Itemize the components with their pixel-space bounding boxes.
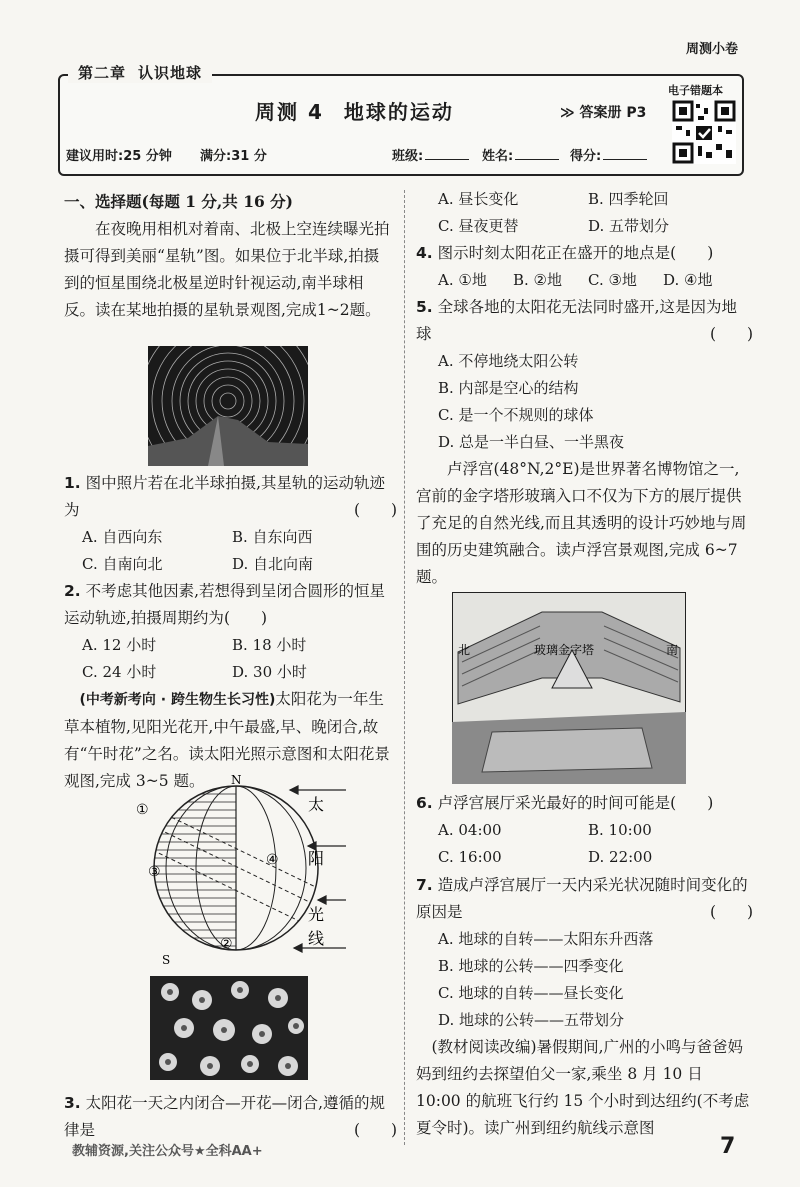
qr-code-icon[interactable] xyxy=(672,100,736,164)
question-3 xyxy=(64,1090,398,1144)
q1-answer-paren[interactable]: ( ) xyxy=(354,501,398,519)
intro4-text: 暑假期间,广州的小鸣与爸爸妈妈到纽约去探望伯父一家,乘坐 8 月 10 日 10:00 的航班飞行约 15 个小时到达纽约(不考虑夏令时)。读广州到纽约航线示意图 xyxy=(416,1038,750,1137)
name-label: 姓名: xyxy=(482,149,514,164)
q3-option-d[interactable]: D. 五带划分 xyxy=(588,217,670,235)
louvre-pyramid-label: 玻璃金字塔 xyxy=(534,643,595,657)
series-label: 周测小卷 xyxy=(685,42,738,57)
q2-option-c[interactable]: C. 24 小时 xyxy=(82,663,157,681)
q6-option-c[interactable]: C. 16:00 xyxy=(438,848,502,866)
q1-text: 图中照片若在北半球拍摄,其星轨的运动轨迹为 xyxy=(64,474,386,519)
class-field[interactable] xyxy=(392,145,469,164)
suggested-time: 建议用时:25 分钟 xyxy=(66,149,172,164)
q7-answer-paren[interactable]: ( ) xyxy=(710,903,754,921)
q4-option-a[interactable]: A. ①地 xyxy=(438,271,487,289)
chapter-heading xyxy=(68,62,212,83)
q6-text: 卢浮宫展厅采光最好的时间可能是 xyxy=(437,794,671,812)
q5-option-b[interactable]: B. 内部是空心的结构 xyxy=(438,379,579,397)
test-number: 周测 4 xyxy=(255,100,324,124)
q3-option-b[interactable]: B. 四季轮回 xyxy=(588,190,669,208)
test-title xyxy=(255,96,454,125)
q4-text: 图示时刻太阳花正在盛开的地点是 xyxy=(437,244,671,262)
diagram-north-label: N xyxy=(231,773,242,787)
class-label: 班级: xyxy=(392,149,424,164)
q6-number: 6. xyxy=(416,794,433,812)
q2-text: 不考虑其他因素,若想得到呈闭合圆形的恒星运动轨迹,拍摄周期约为 xyxy=(64,582,386,627)
q4-option-d[interactable]: D. ④地 xyxy=(663,271,713,289)
q7-number: 7. xyxy=(416,876,433,894)
chapter-number: 第二章 xyxy=(78,64,127,82)
louvre-photo xyxy=(452,592,686,784)
q6-option-b[interactable]: B. 10:00 xyxy=(588,821,652,839)
q2-option-d[interactable]: D. 30 小时 xyxy=(232,663,307,681)
intro-star-trails: 在夜晚用相机对着南、北极上空连续曝光拍摄可得到美丽“星轨”图。如果位于北半球,拍摄到的恒星围绕北极星逆时针视运动,南半球相反。读在某地拍摄的星轨景观图,完成1~2题。 xyxy=(64,220,390,319)
page-number: 7 xyxy=(720,1134,736,1159)
question-2 xyxy=(64,578,394,686)
q6-option-a[interactable]: A. 04:00 xyxy=(438,821,502,839)
q4-answer-paren[interactable]: ( ) xyxy=(670,244,714,262)
question-6 xyxy=(416,790,750,871)
diagram-mark-3: ③ xyxy=(148,864,161,880)
test-topic: 地球的运动 xyxy=(343,100,454,124)
q2-answer-paren[interactable]: ( ) xyxy=(223,609,268,627)
q7-option-b[interactable]: B. 地球的公转——四季变化 xyxy=(438,957,624,975)
sunlight-diagram xyxy=(110,772,350,972)
q7-option-c[interactable]: C. 地球的自转——昼长变化 xyxy=(438,984,624,1002)
score-field[interactable] xyxy=(570,145,647,164)
footer-note: 教辅资源,关注公众号★全科AA+ xyxy=(72,1144,263,1159)
q5-text: 全球各地的太阳花无法同时盛开,这是因为地球 xyxy=(416,298,738,343)
sun-flower-photo xyxy=(150,976,308,1080)
q1-number: 1. xyxy=(64,474,81,492)
q5-option-c[interactable]: C. 是一个不规则的球体 xyxy=(438,406,594,424)
q5-number: 5. xyxy=(416,298,433,316)
q3-number: 3. xyxy=(64,1094,81,1112)
q1-option-a[interactable]: A. 自西向东 xyxy=(82,528,163,546)
q1-option-d[interactable]: D. 自北向南 xyxy=(232,555,314,573)
sun-label-3: 光 xyxy=(308,905,325,924)
column-divider xyxy=(404,190,405,1145)
question-4 xyxy=(416,240,750,294)
ebook-label: 电子错题本 xyxy=(668,84,723,97)
q4-option-c[interactable]: C. ③地 xyxy=(588,271,637,289)
name-field[interactable] xyxy=(482,145,559,164)
diagram-mark-2: ② xyxy=(220,936,233,952)
q4-option-b[interactable]: B. ②地 xyxy=(513,271,563,289)
question-1 xyxy=(64,470,398,578)
diagram-mark-1: ① xyxy=(136,802,149,818)
q7-option-d[interactable]: D. 地球的公转——五带划分 xyxy=(438,1011,625,1029)
q3-text: 太阳花一天之内闭合—开花—闭合,遵循的规律是 xyxy=(64,1094,386,1139)
intro2-text: 太阳花为一年生草本植物,见阳光花开,中午最盛,早、晚闭合,故有“午时花”之名。读太阳光照示意图和太阳花景观图,完成 3~5 题。 xyxy=(64,690,390,790)
chapter-title: 认识地球 xyxy=(138,64,203,82)
q5-option-a[interactable]: A. 不停地绕太阳公转 xyxy=(438,352,579,370)
louvre-north-label: 北 xyxy=(458,643,471,657)
sun-label-1: 太 xyxy=(308,795,325,814)
q5-option-d[interactable]: D. 总是一半白昼、一半黑夜 xyxy=(438,433,625,451)
q1-option-c[interactable]: C. 自南向北 xyxy=(82,555,163,573)
q7-option-a[interactable]: A. 地球的自转——太阳东升西落 xyxy=(438,930,654,948)
intro-flight xyxy=(416,1034,750,1142)
q3-option-c[interactable]: C. 昼夜更替 xyxy=(438,217,519,235)
full-score: 满分:31 分 xyxy=(200,149,267,164)
q5-answer-paren[interactable]: ( ) xyxy=(710,325,754,343)
intro-louvre: 卢浮宫(48°N,2°E)是世界著名博物馆之一,宫前的金字塔形玻璃入口不仅为下方的展厅提供了充足的自然光线,而且其透明的设计巧妙地与周围的历史建筑融合。读卢浮宫景观图,完成 6~7 题。 xyxy=(416,460,747,586)
q2-number: 2. xyxy=(64,582,81,600)
sun-label-4: 线 xyxy=(308,929,325,948)
q7-text: 造成卢浮宫展厅一天内采光状况随时间变化的原因是 xyxy=(416,876,748,921)
question-7 xyxy=(416,872,754,1034)
section-title: 一、选择题(每题 1 分,共 16 分) xyxy=(64,192,294,211)
star-trail-photo xyxy=(148,346,308,466)
louvre-south-label: 南 xyxy=(666,643,679,657)
q1-option-b[interactable]: B. 自东向西 xyxy=(232,528,313,546)
q3-option-a[interactable]: A. 昼长变化 xyxy=(438,190,519,208)
question-5 xyxy=(416,294,754,456)
answer-reference: ≫ 答案册 P3 xyxy=(560,105,647,121)
q2-option-b[interactable]: B. 18 小时 xyxy=(232,636,307,654)
q4-number: 4. xyxy=(416,244,433,262)
score-label: 得分: xyxy=(570,149,602,164)
q3-options xyxy=(438,186,758,240)
q2-option-a[interactable]: A. 12 小时 xyxy=(82,636,157,654)
q6-option-d[interactable]: D. 22:00 xyxy=(588,848,653,866)
q3-answer-paren[interactable]: ( ) xyxy=(354,1121,398,1139)
diagram-mark-4: ④ xyxy=(266,852,279,868)
intro2-tag: (中考新考向 · 跨生物生长习性) xyxy=(79,692,276,708)
diagram-south-label: S xyxy=(162,953,171,967)
sun-label-2: 阳 xyxy=(308,849,325,868)
intro4-tag: (教材阅读改编) xyxy=(431,1038,537,1056)
q6-answer-paren[interactable]: ( ) xyxy=(670,794,714,812)
